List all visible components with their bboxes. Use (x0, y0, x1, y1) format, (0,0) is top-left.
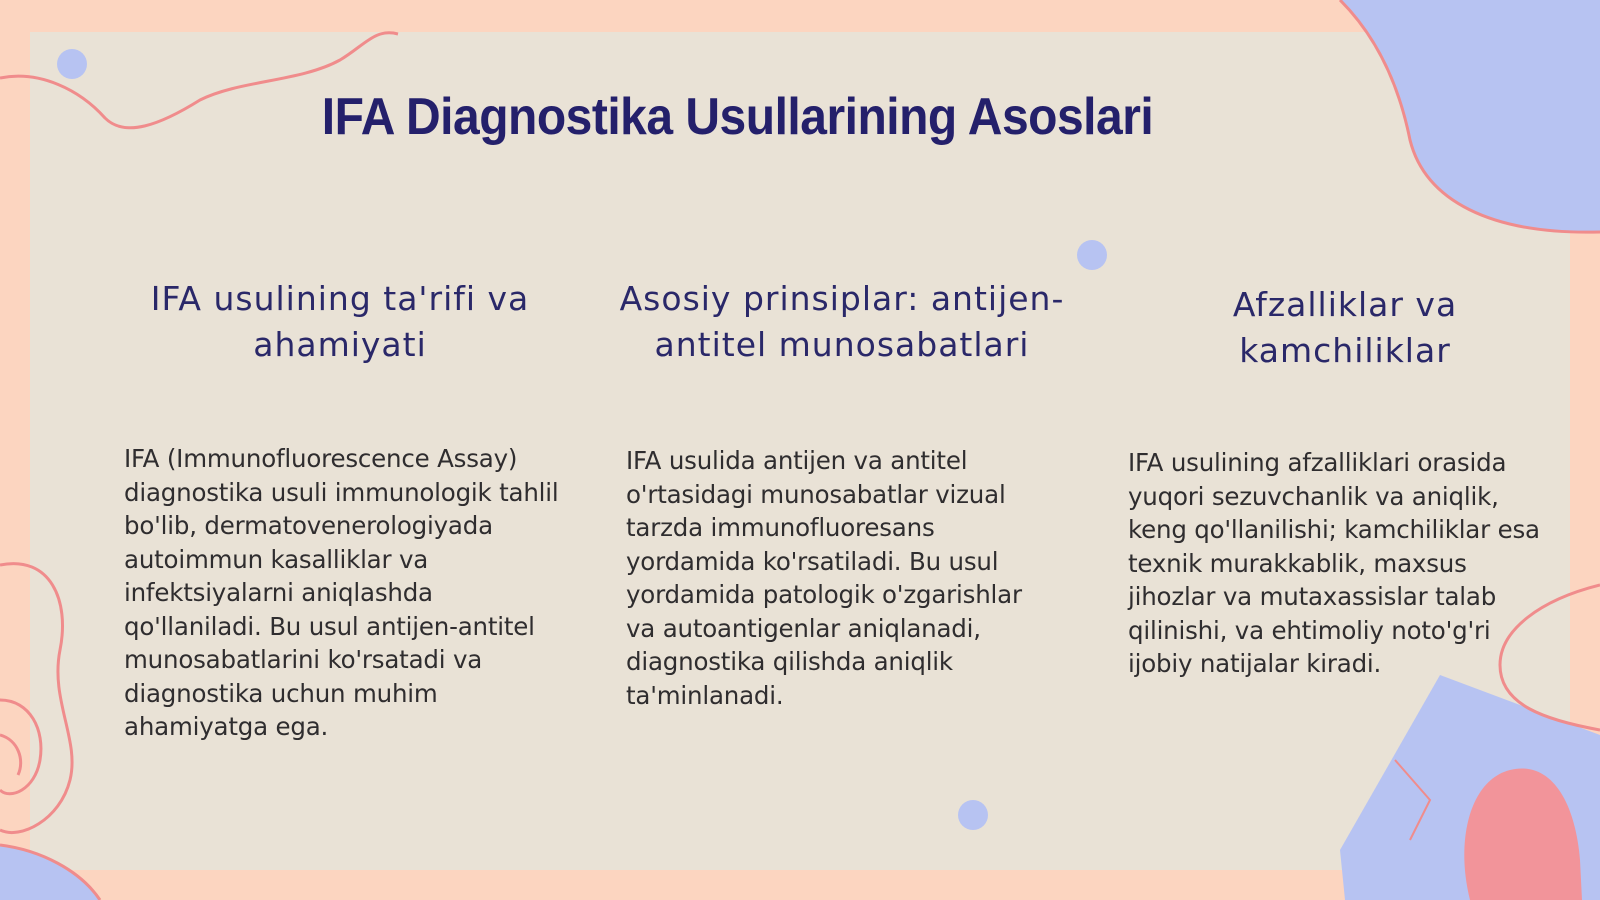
column-2-text: IFA usulida antijen va antitel o'rtasidagi munosabatlar vizual tarzda immunofluoresans yordamida ko'rsatiladi. Bu usul yordamida patologik o'zgarishlar va autoantigenlar aniqlanadi, diagnostika qilishda aniqlik ta'minlanadi. (626, 446, 1022, 710)
column-1-heading: IFA usulining ta'rifi va ahamiyati (150, 279, 530, 364)
column-2-heading: Asosiy prinsiplar: antijen-antitel munosabatlari (619, 279, 1065, 364)
column-3-text: IFA usulining afzalliklari orasida yuqori sezuvchanlik va aniqlik, keng qo'llanilishi; kamchiliklar esa texnik murakkablik, maxsus jihozlar va mutaxassislar talab qilinishi, va ehtimoliy noto'g'ri ijobiy natijalar kiradi. (1128, 448, 1540, 678)
slide-title: IFA Diagnostika Usullarining Asoslari (321, 88, 1154, 147)
column-3-heading: Afzalliklar va kamchiliklar (1232, 285, 1458, 370)
column-1-text: IFA (Immunofluorescence Assay) diagnostika usuli immunologik tahlil bo'lib, dermatovenerologiyada autoimmun kasalliklar va infektsiyalarni aniqlashda qo'llaniladi. Bu usul antijen-antitel munosabatlarini ko'rsatadi va diagnostika uchun muhim ahamiyatga ega. (124, 444, 559, 741)
